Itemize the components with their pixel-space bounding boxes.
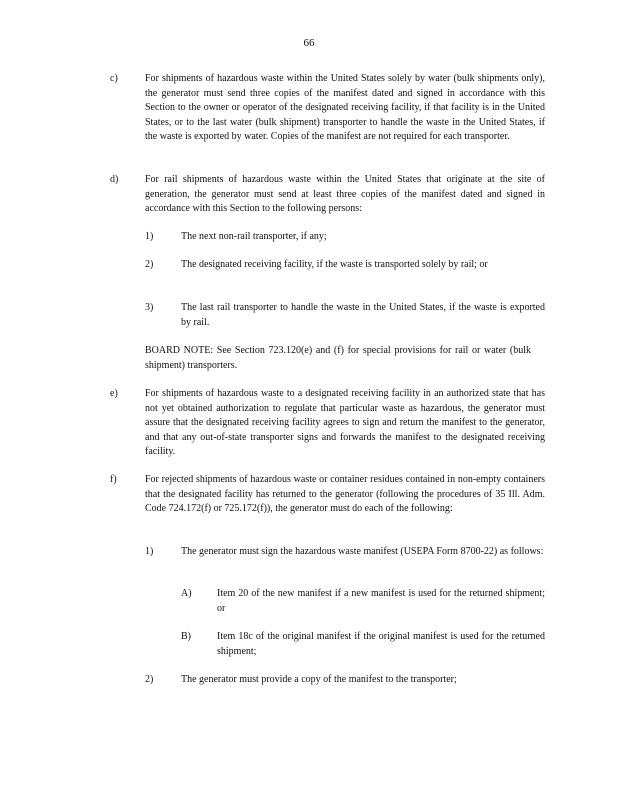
paragraph-d-2-text: The designated receiving facility, if the waste is transported solely by rail; or	[181, 259, 488, 270]
page-number: 66	[303, 37, 315, 49]
paragraph-d-1-text: The next non-rail transporter, if any;	[181, 231, 327, 242]
paragraph-c-text: For shipments of hazardous waste within the United States solely by water (bulk shipments only), the generator must send three copies of the manifest dated and signed in accordance with this Section to the owner or operator of the designated receiving facility, if that facility is in the United States, or to the last water (bulk shipment) transporter to handle the waste in the United States, if the waste is exported by water. Copies of the manifest are not required for each transporter.	[145, 73, 545, 143]
paragraph-e-text: For shipments of hazardous waste to a designated receiving facility in an authorized state that has not yet obtained authorization to regulate that particular waste as hazardous, the generator must assure that the designated receiving facility agrees to sign and return the manifest to the generator, and that any out-of-state transporter signs and forwards the manifest to the designated receiving facility.	[145, 388, 545, 458]
paragraph-d-1-label: 1)	[145, 231, 154, 242]
paragraph-f-2-label: 2)	[145, 674, 154, 685]
paragraph-f-1-text: The generator must sign the hazardous waste manifest (USEPA Form 8700-22) as follows:	[181, 546, 544, 557]
board-note: BOARD NOTE: See Section 723.120(e) and (f) for special provisions for rail or water (bulk shipment) transporters.	[145, 345, 531, 371]
paragraph-d-text: For rail shipments of hazardous waste within the United States that originate at the site of generation, the generator must send at least three copies of the manifest dated and signed in accordance with this Section to the following persons:	[145, 174, 545, 215]
paragraph-d-2-label: 2)	[145, 259, 154, 270]
paragraph-f-text: For rejected shipments of hazardous waste or container residues contained in non-empty containers that the designated facility has returned to the generator (following the procedures of 35 Ill. Adm. Code 724.172(f) or 725.172(f)), the generator must do each of the following:	[145, 474, 545, 515]
paragraph-c-label: c)	[110, 73, 118, 84]
paragraph-e-label: e)	[110, 388, 118, 399]
paragraph-f-1-A-label: A)	[181, 588, 192, 599]
paragraph-f-1-A-text: Item 20 of the new manifest if a new manifest is used for the returned shipment; or	[217, 588, 545, 614]
paragraph-f-label: f)	[110, 474, 117, 485]
paragraph-f-1-B-text: Item 18c of the original manifest if the original manifest is used for the returned shipment;	[217, 631, 545, 657]
paragraph-f-1-B-label: B)	[181, 631, 191, 642]
paragraph-d-3-label: 3)	[145, 302, 154, 313]
paragraph-f-1-label: 1)	[145, 546, 154, 557]
paragraph-d-3-text: The last rail transporter to handle the waste in the United States, if the waste is exported by rail.	[181, 302, 545, 328]
paragraph-f-2-text: The generator must provide a copy of the manifest to the transporter;	[181, 674, 457, 685]
paragraph-d-label: d)	[110, 174, 119, 185]
